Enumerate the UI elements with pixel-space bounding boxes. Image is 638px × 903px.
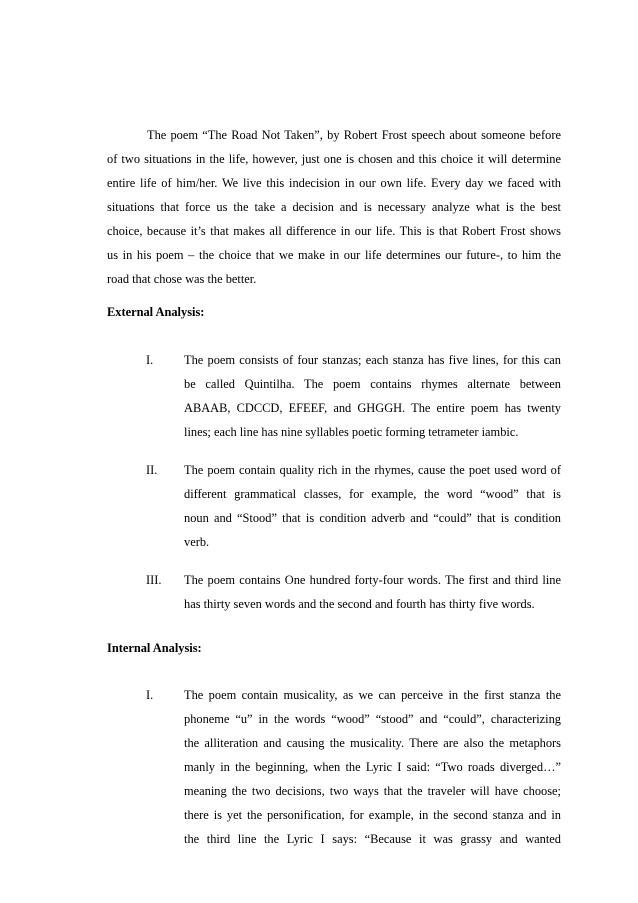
item-line: ABAAB, CDCCD, EFEEF, and GHGGH. The entire poem has twenty <box>184 401 561 415</box>
intro-line: entire life of him/her. We live this indecision in our own life. Every day we faced with <box>107 176 561 190</box>
item-line: phoneme “u” in the words “wood” “stood” and “could”, characterizing <box>184 712 561 726</box>
external-analysis-heading: External Analysis: <box>107 305 205 319</box>
intro-line: us in his poem – the choice that we make in our life determines our future-, to him the <box>107 248 561 262</box>
item-line: the alliteration and causing the musicality. There are also the metaphors <box>184 736 561 750</box>
intro-line: situations that force us the take a decision and is necessary analyze what is the best <box>107 200 561 214</box>
item-line: noun and “Stood” that is condition adverb and “could” that is condition <box>184 511 561 525</box>
item-line: The poem consists of four stanzas; each stanza has five lines, for this can <box>184 353 561 367</box>
item-line: different grammatical classes, for example, the word “wood” that is <box>184 487 561 501</box>
item-line: be called Quintilha. The poem contains rhymes alternate between <box>184 377 561 391</box>
intro-line: of two situations in the life, however, just one is chosen and this choice it will determine <box>107 152 561 166</box>
item-numeral: I. <box>146 688 154 702</box>
item-line: meaning the two decisions, two ways that the traveler will have choose; <box>184 784 561 798</box>
intro-line: road that chose was the better. <box>107 272 257 286</box>
item-numeral: I. <box>146 353 154 367</box>
item-line: manly in the beginning, when the Lyric I said: “Two roads diverged…” <box>184 760 561 774</box>
item-line: verb. <box>184 535 210 549</box>
item-line: The poem contain quality rich in the rhymes, cause the poet used word of <box>184 463 561 477</box>
item-line: lines; each line has nine syllables poetic forming tetrameter iambic. <box>184 425 519 439</box>
intro-line: The poem “The Road Not Taken”, by Robert Frost speech about someone before <box>147 128 561 142</box>
item-line: has thirty seven words and the second and fourth has thirty five words. <box>184 597 535 611</box>
item-numeral: II. <box>146 463 158 477</box>
item-line: there is yet the personification, for example, in the second stanza and in <box>184 808 561 822</box>
item-line: the third line the Lyric I says: “Because it was grassy and wanted <box>184 832 561 846</box>
item-line: The poem contains One hundred forty-four words. The first and third line <box>184 573 561 587</box>
intro-line: choice, because it’s that makes all difference in our life. This is that Robert Frost shows <box>107 224 561 238</box>
item-line: The poem contain musicality, as we can perceive in the first stanza the <box>184 688 561 702</box>
internal-analysis-heading: Internal Analysis: <box>107 641 202 655</box>
item-numeral: III. <box>146 573 162 587</box>
